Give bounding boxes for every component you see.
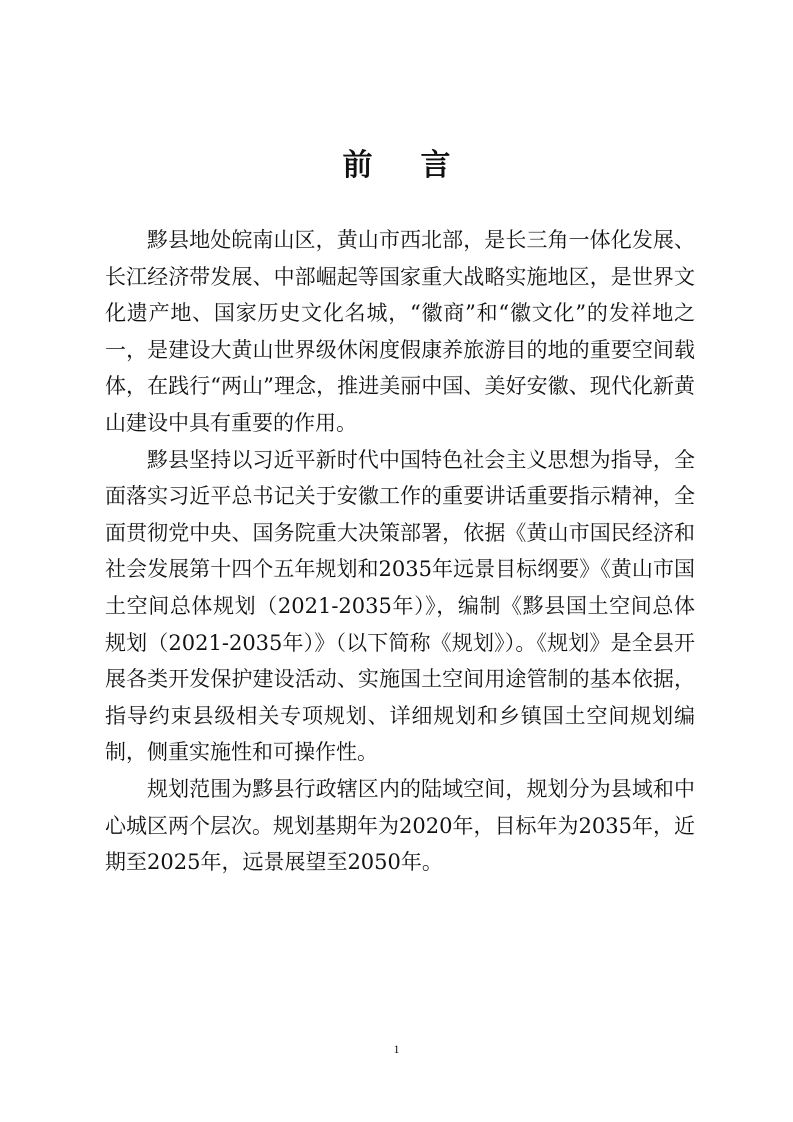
page-title	[0, 140, 793, 184]
page-number: 1	[393, 1042, 400, 1056]
paragraph-guidance: 黟县坚持以习近平新时代中国特色社会主义思想为指导，全面落实习近平总书记关于安徽工作的重要讲话重要指示精神，全面贯彻党中央、国务院重大决策部署，依据《黄山市国民经济和社会发展第十四个五年规划和2035年远景目标纲要》《黄山市国土空间总体规划（2021-2035年）》，编制《黟县国土空间总体规划（2021-2035年）》（以下简称《规划》）。《规划》是全县开展各类开发保护建设活动、实施国土空间用途管制的基本依据，指导约束县级相关专项规划、详细规划和乡镇国土空间规划编制，侧重实施性和可操作性。	[105, 447, 695, 765]
title-char-2: 言	[420, 148, 451, 183]
paragraph-scope: 规划范围为黟县行政辖区内的陆域空间，规划分为县域和中心城区两个层次。规划基期年为2020年，目标年为2035年，近期至2025年，远景展望至2050年。	[105, 776, 695, 875]
title-char-1: 前	[342, 148, 373, 183]
body-text	[105, 222, 695, 881]
paragraph-intro: 黟县地处皖南山区，黄山市西北部，是长三角一体化发展、长江经济带发展、中部崛起等国家重大战略实施地区，是世界文化遗产地、国家历史文化名城，“徽商”和“徽文化”的发祥地之一，是建设大黄山世界级休闲度假康养旅游目的地的重要空间载体，在践行“两山”理念，推进美丽中国、美好安徽、现代化新黄山建设中具有重要的作用。	[105, 228, 695, 435]
